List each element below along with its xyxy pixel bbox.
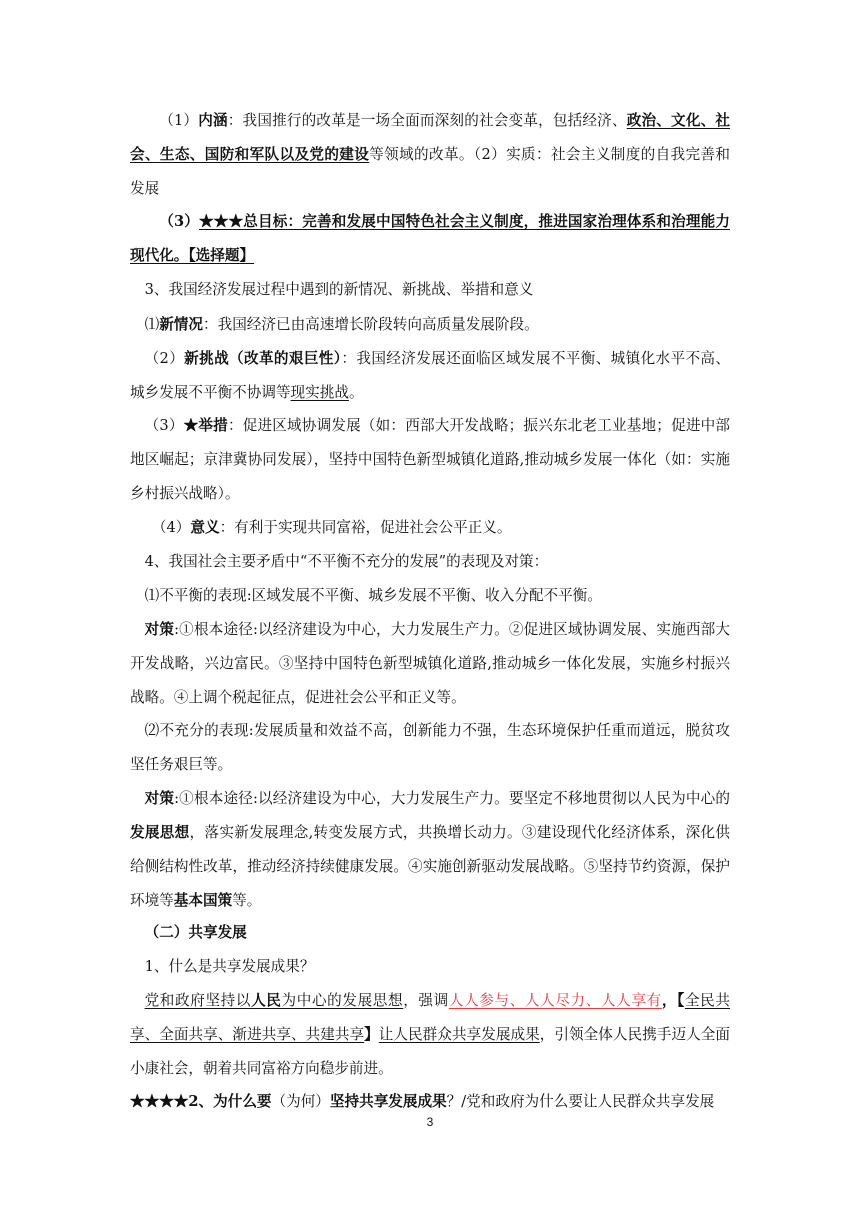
heading-main-contradiction [130, 545, 730, 579]
paragraph-imbalance-countermeasures [130, 613, 730, 715]
text-run: （3） [144, 417, 184, 434]
text-run: ，【 [661, 992, 685, 1009]
text-run: ：我国推行的改革是一场全面而深刻的社会变革，包括经济、 [227, 112, 627, 129]
text-run: ★★★总目标：完善和发展中国特色社会主义制度，推进国家治理体系和治理能力现代化。【选择题】 [130, 213, 730, 264]
text-run: （二）共享发展 [144, 924, 247, 941]
text-run: 新挑战（改革的艰巨性） [184, 350, 342, 367]
text-run: 对策 [144, 790, 175, 807]
text-run: 现实挑战 [290, 384, 349, 401]
page-number: 3 [426, 1115, 434, 1129]
text-run: ，引领全体人民携手迈人全面小康社会，朝着共同富裕方向稳步前进。 [130, 1026, 730, 1077]
text-run: ⑵不充分的表现:发展质量和效益不高，创新能力不强，生态环境保护任重而道远，脱贫攻坚任务艰巨等。 [130, 722, 730, 773]
text-run: 4、我国社会主要矛盾中“不平衡不充分的发展”的表现及对策： [144, 553, 549, 570]
text-run: （1） [159, 112, 199, 129]
text-run: ，落实新发展理念,转变发展方式，共换增长动力。③建设现代化经济体系，深化供给侧结构性改革，推动经济持续健康发展。④实施创新驱动发展战略。⑤坚持节约资源，保护环境等 [130, 824, 730, 909]
heading-economic-development [130, 273, 730, 307]
text-run: ⑴ [144, 316, 160, 333]
text-run: 3、我国经济发展过程中遇到的新情况、新挑战、举措和意义 [144, 281, 534, 298]
text-run: 等。 [232, 892, 262, 909]
text-run: 。 [348, 384, 364, 401]
text-run: （3） [159, 213, 200, 230]
text-run: 人人参与、人人尽力、人人享有 [448, 992, 662, 1009]
paragraph-measures [130, 409, 730, 511]
paragraph-sharing-definition [130, 984, 730, 1086]
paragraph-imbalance [130, 579, 730, 613]
text-run: 党和政府坚持以 [144, 992, 252, 1009]
text-run: 为什么要 [213, 1093, 272, 1110]
text-run: 人民 [251, 992, 282, 1009]
text-run: （2） [144, 350, 185, 367]
text-run: （4） [151, 519, 191, 536]
heading-what-is-sharing [130, 950, 730, 984]
text-run: ★举措 [183, 417, 228, 434]
paragraph-insufficiency-countermeasures [130, 782, 730, 918]
text-run: 全民共享、全面共享、渐进共享、共建共享 [130, 992, 730, 1043]
text-run: 为中心的发展思想 [281, 992, 404, 1009]
text-run: ：有利于实现共同富裕，促进社会公平正义。 [219, 519, 512, 536]
text-run: ★★★★2、 [130, 1093, 214, 1110]
text-run: 】 [364, 1026, 379, 1043]
text-run: ？/党和政府为什么要让人民群众共享发展 [446, 1093, 715, 1110]
text-run: ：我国经济发展还面临区域发展不平衡、城镇化水平不高、城乡发展不平衡不协调等 [130, 350, 730, 401]
text-run: 对策 [144, 621, 175, 638]
text-run: ：我国经济已由高速增长阶段转向高质量发展阶段。 [203, 316, 539, 333]
text-run: :①根本途径:以经济建设为中心，大力发展生产力。②促进区域协调发展、实施西部大开发战略，兴边富民。③坚持中国特色新型城镇化道路,推动城乡一体化发展，实施乡村振兴战略。④上调个税起征点，促进社会公平和正义等。 [130, 621, 730, 706]
heading-shared-development [130, 916, 730, 950]
text-run: ，强调 [403, 992, 449, 1009]
text-run: 等领域的改革。（2）实质：社会主义制度的自我完善和发展 [130, 146, 730, 197]
text-run: 发展思想 [130, 824, 190, 841]
text-run: 政治、文化、社会、生态、国防和军队以及党的建设 [130, 112, 730, 163]
paragraph-new-challenges [130, 342, 730, 410]
paragraph-new-situation [130, 308, 730, 342]
text-run: 基本国策 [173, 892, 233, 909]
text-run: （为何） [271, 1093, 330, 1110]
text-run: 坚持共享发展成果 [329, 1093, 447, 1110]
paragraph-overall-goal [130, 205, 730, 273]
text-run: 1、什么是共享发展成果？ [144, 958, 315, 975]
text-run: 内涵 [198, 112, 228, 129]
text-run: 新情况 [159, 316, 203, 333]
text-run: 意义 [190, 519, 220, 536]
paragraph-reform-connotation [130, 104, 730, 206]
text-run: ：促进区域协调发展（如：西部大开发战略；振兴东北老工业基地；促进中部地区崛起；京津冀协同发展），坚持中国特色新型城镇化道路,推动城乡发展一体化（如：实施乡村振兴战略）。 [130, 417, 730, 502]
heading-why-sharing [130, 1085, 730, 1119]
text-run: :①根本途径:以经济建设为中心，大力发展生产力。要坚定不移地贯彻以人民为中心的 [174, 790, 730, 807]
text-run: 让人民群众共享发展成果 [378, 1026, 540, 1043]
text-run: ⑴不平衡的表现:区域发展不平衡、城乡发展不平衡、收入分配不平衡。 [144, 587, 602, 604]
paragraph-insufficiency [130, 714, 730, 782]
paragraph-significance [130, 511, 730, 545]
